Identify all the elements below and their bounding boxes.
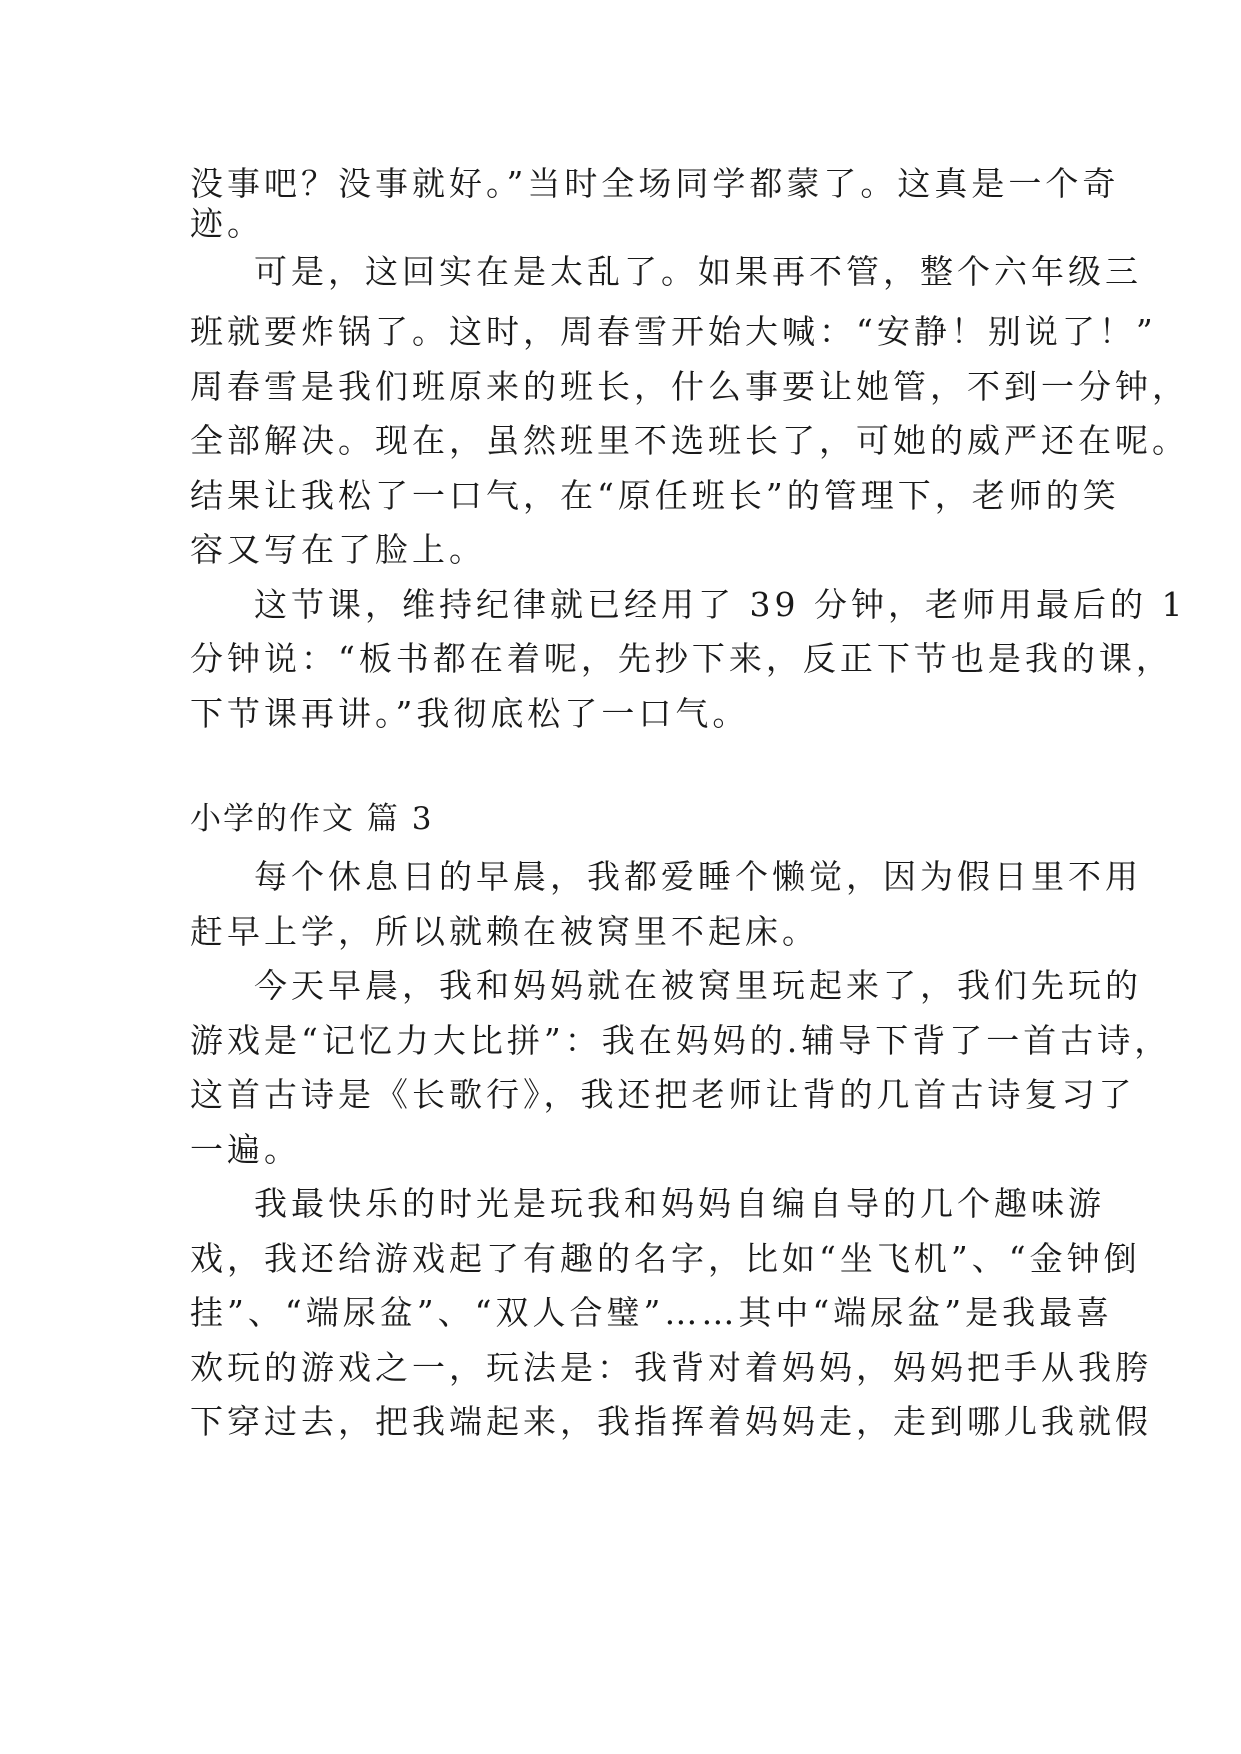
paragraph-line: 下节课再讲。”我彻底松了一口气。 <box>190 694 750 733</box>
paragraph-line: 赶早上学，所以就赖在被窝里不起床。 <box>190 912 819 951</box>
paragraph-line: 游戏是“记忆力大比拼”：我在妈妈的.辅导下背了一首古诗， <box>190 1021 1172 1060</box>
paragraph-line: 下穿过去，把我端起来，我指挥着妈妈走，走到哪儿我就假 <box>190 1402 1152 1441</box>
paragraph-line: 今天早晨，我和妈妈就在被窝里玩起来了，我们先玩的 <box>254 966 1142 1005</box>
paragraph-line: 这节课，维持纪律就已经用了 39 分钟，老师用最后的 1 <box>254 585 1187 624</box>
paragraph-line: 班就要炸锅了。这时，周春雪开始大喊：“安静！别说了！” <box>190 312 1157 351</box>
paragraph-line: 分钟说：“板书都在着呢，先抄下来，反正下节也是我的课， <box>190 639 1173 678</box>
paragraph-line: 全部解决。现在，虽然班里不选班长了，可她的威严还在呢。 <box>190 421 1189 460</box>
paragraph-line: 结果让我松了一口气，在“原任班长”的管理下，老师的笑 <box>190 476 1120 515</box>
paragraph-line: 戏，我还给游戏起了有趣的名字，比如“坐飞机”、“金钟倒 <box>190 1239 1141 1278</box>
paragraph-line: 每个休息日的早晨，我都爱睡个懒觉，因为假日里不用 <box>254 857 1142 896</box>
paragraph-line: 没事吧？没事就好。”当时全场同学都蒙了。这真是一个奇 <box>190 164 1120 203</box>
paragraph-line: 挂”、“端尿盆”、“双人合璧”……其中“端尿盆”是我最喜 <box>190 1293 1114 1332</box>
paragraph-line: 容又写在了脸上。 <box>190 530 486 569</box>
paragraph-line: 可是，这回实在是太乱了。如果再不管，整个六年级三 <box>254 252 1142 291</box>
paragraph-line: 欢玩的游戏之一，玩法是：我背对着妈妈，妈妈把手从我胯 <box>190 1348 1152 1387</box>
paragraph-line: 迹。 <box>190 204 264 243</box>
paragraph-line: 一遍。 <box>190 1130 301 1169</box>
section-heading: 小学的作文 篇 3 <box>190 801 434 837</box>
paragraph-line: 这首古诗是《长歌行》，我还把老师让背的几首古诗复习了 <box>190 1075 1136 1114</box>
paragraph-line: 周春雪是我们班原来的班长，什么事要让她管，不到一分钟， <box>190 367 1189 406</box>
paragraph-line: 我最快乐的时光是玩我和妈妈自编自导的几个趣味游 <box>254 1184 1105 1223</box>
